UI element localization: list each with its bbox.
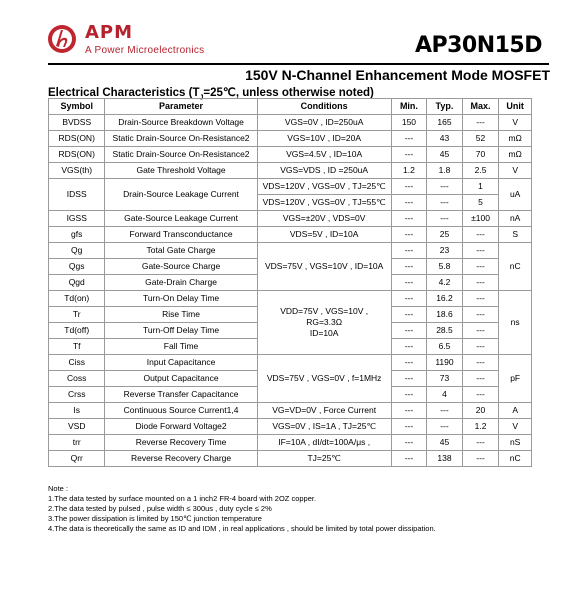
conditions-cell: VDS=75V , VGS=10V , ID=10A	[257, 243, 391, 291]
symbol-cell: RDS(ON)	[49, 147, 105, 163]
min-cell: ---	[391, 403, 427, 419]
conditions-cell: VDS=5V , ID=10A	[257, 227, 391, 243]
unit-cell: V	[499, 115, 532, 131]
parameter-cell: Gate-Source Leakage Current	[105, 211, 257, 227]
conditions-cell: VGS=VDS , ID =250uA	[257, 163, 391, 179]
symbol-cell: Is	[49, 403, 105, 419]
part-number: AP30N15D	[414, 33, 542, 58]
document-header	[40, 20, 550, 62]
max-cell: ---	[462, 387, 499, 403]
conditions-cell: TJ=25℃	[257, 451, 391, 467]
symbol-cell: IDSS	[49, 179, 105, 211]
typ-cell: 28.5	[427, 323, 463, 339]
max-cell: 20	[462, 403, 499, 419]
min-cell: ---	[391, 179, 427, 195]
max-cell: 1.2	[462, 419, 499, 435]
notes-block	[48, 484, 436, 534]
parameter-cell: Gate-Drain Charge	[105, 275, 257, 291]
typ-cell: 73	[427, 371, 463, 387]
document-subtitle: 150V N-Channel Enhancement Mode MOSFET	[245, 67, 550, 83]
min-cell: ---	[391, 451, 427, 467]
conditions-cell: VDS=75V , VGS=0V , f=1MHz	[257, 355, 391, 403]
min-cell: ---	[391, 227, 427, 243]
typ-cell: 23	[427, 243, 463, 259]
symbol-cell: Qg	[49, 243, 105, 259]
note-item: 3.The power dissipation is limited by 150℃ junction temperature	[48, 514, 262, 523]
min-cell: ---	[391, 339, 427, 355]
table-row	[49, 355, 532, 371]
symbol-cell: Tf	[49, 339, 105, 355]
unit-cell: ns	[499, 291, 532, 355]
table-row	[49, 163, 532, 179]
header-cell: Unit	[499, 99, 532, 115]
unit-cell: mΩ	[499, 131, 532, 147]
typ-cell: 16.2	[427, 291, 463, 307]
conditions-cell	[257, 291, 391, 355]
typ-cell: 18.6	[427, 307, 463, 323]
symbol-cell: Qgd	[49, 275, 105, 291]
min-cell: 150	[391, 115, 427, 131]
min-cell: ---	[391, 259, 427, 275]
table-row	[49, 227, 532, 243]
conditions-cell: VGS=4.5V , ID=10A	[257, 147, 391, 163]
parameter-cell: Forward Transconductance	[105, 227, 257, 243]
conditions-cell: VDS=120V , VGS=0V , TJ=55℃	[257, 195, 391, 211]
unit-cell: uA	[499, 179, 532, 211]
parameter-cell: Static Drain-Source On-Resistance2	[105, 147, 257, 163]
symbol-cell: VGS(th)	[49, 163, 105, 179]
typ-cell: 165	[427, 115, 463, 131]
table-row	[49, 291, 532, 307]
parameter-cell: Rise Time	[105, 307, 257, 323]
typ-cell: 45	[427, 147, 463, 163]
min-cell: ---	[391, 419, 427, 435]
header-cell: Symbol	[49, 99, 105, 115]
header-divider	[48, 63, 549, 65]
max-cell: ---	[462, 243, 499, 259]
notes-title: Note :	[48, 484, 69, 493]
parameter-cell: Turn-On Delay Time	[105, 291, 257, 307]
typ-cell: ---	[427, 403, 463, 419]
min-cell: ---	[391, 291, 427, 307]
symbol-cell: trr	[49, 435, 105, 451]
header-cell: Min.	[391, 99, 427, 115]
conditions-cell: VGS=10V , ID=20A	[257, 131, 391, 147]
unit-cell: V	[499, 163, 532, 179]
typ-cell: ---	[427, 195, 463, 211]
parameter-cell: Reverse Recovery Time	[105, 435, 257, 451]
unit-cell: nS	[499, 435, 532, 451]
table-row	[49, 131, 532, 147]
max-cell: ---	[462, 435, 499, 451]
symbol-cell: IGSS	[49, 211, 105, 227]
unit-cell: nC	[499, 451, 532, 467]
min-cell: ---	[391, 323, 427, 339]
section-title: Electrical Characteristics ($T_J=25℃$, unless otherwise noted)	[48, 87, 374, 102]
symbol-cell: Coss	[49, 371, 105, 387]
min-cell: ---	[391, 307, 427, 323]
note-item: 1.The data tested by surface mounted on a 1 inch2 FR-4 board with 2OZ copper.	[48, 494, 317, 503]
conditions-cell: VGS=0V , ID=250uA	[257, 115, 391, 131]
typ-cell: 4.2	[427, 275, 463, 291]
min-cell: ---	[391, 211, 427, 227]
max-cell: ---	[462, 307, 499, 323]
table-row	[49, 451, 532, 467]
min-cell: ---	[391, 371, 427, 387]
min-cell: ---	[391, 387, 427, 403]
parameter-cell: Input Capacitance	[105, 355, 257, 371]
parameter-cell: Static Drain-Source On-Resistance2	[105, 131, 257, 147]
conditions-cell: VGS=±20V , VDS=0V	[257, 211, 391, 227]
max-cell: ---	[462, 323, 499, 339]
note-item: 4.The data is theoretically the same as ID and IDM , in real applications , should be limited by total power dissipation.	[48, 524, 436, 533]
symbol-cell: Td(off)	[49, 323, 105, 339]
symbol-cell: BVDSS	[49, 115, 105, 131]
parameter-cell: Gate-Source Charge	[105, 259, 257, 275]
min-cell: ---	[391, 131, 427, 147]
typ-cell: ---	[427, 419, 463, 435]
header-cell: Parameter	[105, 99, 257, 115]
table-row	[49, 211, 532, 227]
symbol-cell: Td(on)	[49, 291, 105, 307]
typ-cell: 1.8	[427, 163, 463, 179]
parameter-cell: Continuous Source Current1,4	[105, 403, 257, 419]
max-cell: ---	[462, 339, 499, 355]
unit-cell: V	[499, 419, 532, 435]
symbol-cell: Tr	[49, 307, 105, 323]
min-cell: ---	[391, 275, 427, 291]
typ-cell: 5.8	[427, 259, 463, 275]
typ-cell: 138	[427, 451, 463, 467]
unit-cell: S	[499, 227, 532, 243]
max-cell: 70	[462, 147, 499, 163]
max-cell: ---	[462, 355, 499, 371]
unit-cell: nA	[499, 211, 532, 227]
max-cell: ---	[462, 291, 499, 307]
header-cell: Max.	[462, 99, 499, 115]
min-cell: 1.2	[391, 163, 427, 179]
max-cell: 2.5	[462, 163, 499, 179]
min-cell: ---	[391, 355, 427, 371]
max-cell: 5	[462, 195, 499, 211]
header-cell: Conditions	[257, 99, 391, 115]
typ-cell: 25	[427, 227, 463, 243]
conditions-cell: IF=10A , dI/dt=100A/μs ,	[257, 435, 391, 451]
unit-cell: nC	[499, 243, 532, 291]
table-header-row	[49, 99, 532, 115]
unit-cell: pF	[499, 355, 532, 403]
conditions-cell: VDS=120V , VGS=0V , TJ=25℃	[257, 179, 391, 195]
table-row	[49, 115, 532, 131]
symbol-cell: Qgs	[49, 259, 105, 275]
typ-cell: 6.5	[427, 339, 463, 355]
min-cell: ---	[391, 243, 427, 259]
table-row	[49, 419, 532, 435]
table-row	[49, 179, 532, 195]
min-cell: ---	[391, 195, 427, 211]
parameter-cell: Drain-Source Breakdown Voltage	[105, 115, 257, 131]
max-cell: 52	[462, 131, 499, 147]
parameter-cell: Diode Forward Voltage2	[105, 419, 257, 435]
max-cell: ±100	[462, 211, 499, 227]
min-cell: ---	[391, 435, 427, 451]
header-cell: Typ.	[427, 99, 463, 115]
typ-cell: 43	[427, 131, 463, 147]
typ-cell: 1190	[427, 355, 463, 371]
typ-cell: 4	[427, 387, 463, 403]
conditions-line: ID=10A	[309, 328, 339, 338]
symbol-cell: Crss	[49, 387, 105, 403]
table-row	[49, 147, 532, 163]
apm-logo-icon	[47, 24, 77, 54]
conditions-cell: VGS=0V , IS=1A , TJ=25℃	[257, 419, 391, 435]
max-cell: 1	[462, 179, 499, 195]
brand-tagline: A Power Microelectronics	[85, 45, 205, 56]
max-cell: ---	[462, 451, 499, 467]
typ-cell: ---	[427, 211, 463, 227]
max-cell: ---	[462, 371, 499, 387]
parameter-cell: Reverse Transfer Capacitance	[105, 387, 257, 403]
max-cell: ---	[462, 275, 499, 291]
table-row	[49, 403, 532, 419]
symbol-cell: Qrr	[49, 451, 105, 467]
max-cell: ---	[462, 115, 499, 131]
parameter-cell: Output Capacitance	[105, 371, 257, 387]
table-row	[49, 435, 532, 451]
parameter-cell: Gate Threshold Voltage	[105, 163, 257, 179]
unit-cell: mΩ	[499, 147, 532, 163]
symbol-cell: RDS(ON)	[49, 131, 105, 147]
symbol-cell: gfs	[49, 227, 105, 243]
symbol-cell: VSD	[49, 419, 105, 435]
parameter-cell: Reverse Recovery Charge	[105, 451, 257, 467]
conditions-line: RG=3.3Ω	[306, 317, 343, 327]
table-row	[49, 243, 532, 259]
brand-name: APM	[85, 22, 134, 43]
parameter-cell: Turn-Off Delay Time	[105, 323, 257, 339]
max-cell: ---	[462, 227, 499, 243]
parameter-cell: Drain-Source Leakage Current	[105, 179, 257, 211]
conditions-line: VDD=75V , VGS=10V ,	[280, 306, 369, 316]
note-item: 2.The data tested by pulsed , pulse width ≤ 300us , duty cycle ≤ 2%	[48, 504, 272, 513]
unit-cell: A	[499, 403, 532, 419]
min-cell: ---	[391, 147, 427, 163]
typ-cell: 45	[427, 435, 463, 451]
parameter-cell: Total Gate Charge	[105, 243, 257, 259]
max-cell: ---	[462, 259, 499, 275]
typ-cell: ---	[427, 179, 463, 195]
parameter-cell: Fall Time	[105, 339, 257, 355]
conditions-cell: VG=VD=0V , Force Current	[257, 403, 391, 419]
electrical-characteristics-table	[48, 98, 532, 467]
symbol-cell: Ciss	[49, 355, 105, 371]
